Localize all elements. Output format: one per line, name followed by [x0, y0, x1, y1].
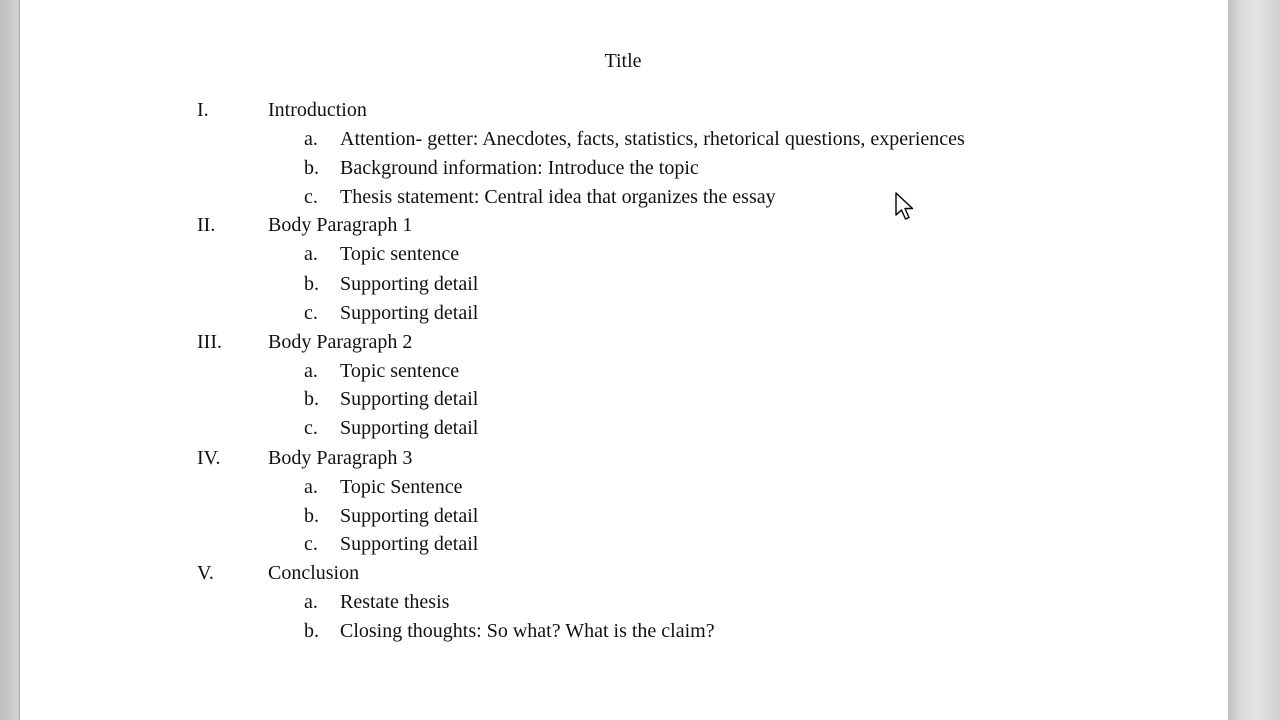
item-marker: a. — [304, 128, 318, 150]
item-text: Supporting detail — [340, 533, 479, 555]
item-text: Thesis statement: Central idea that organizes the essay — [340, 186, 776, 208]
item-text: Background information: Introduce the topic — [340, 157, 699, 179]
item-marker: c. — [304, 417, 318, 439]
item-text: Supporting detail — [340, 302, 479, 324]
section-heading: Introduction — [268, 99, 367, 121]
document-page[interactable] — [20, 0, 1228, 720]
item-text: Restate thesis — [340, 591, 450, 613]
item-marker: a. — [304, 476, 318, 498]
essay-outline — [20, 0, 1228, 720]
item-marker: a. — [304, 360, 318, 382]
item-text: Supporting detail — [340, 505, 479, 527]
section-marker: III. — [197, 331, 222, 353]
item-text: Supporting detail — [340, 273, 479, 295]
item-text: Topic sentence — [340, 360, 460, 382]
section-heading: Body Paragraph 2 — [268, 331, 413, 353]
item-marker: a. — [304, 591, 318, 613]
item-text: Supporting detail — [340, 417, 479, 439]
section-marker: I. — [197, 99, 209, 121]
item-marker: a. — [304, 243, 318, 265]
mouse-pointer-icon — [894, 192, 916, 222]
item-marker: b. — [304, 273, 319, 295]
section-marker: V. — [197, 562, 214, 584]
item-marker: c. — [304, 186, 318, 208]
item-text: Topic Sentence — [340, 476, 463, 498]
section-marker: II. — [197, 214, 216, 236]
item-text: Closing thoughts: So what? What is the claim? — [340, 620, 715, 642]
section-heading: Body Paragraph 1 — [268, 214, 413, 236]
section-heading: Conclusion — [268, 562, 360, 584]
section-marker: IV. — [197, 447, 221, 469]
left-margin-area — [0, 0, 20, 720]
item-marker: b. — [304, 620, 319, 642]
item-text: Supporting detail — [340, 388, 479, 410]
item-marker: b. — [304, 157, 319, 179]
document-title: Title — [604, 50, 642, 72]
item-text: Attention- getter: Anecdotes, facts, statistics, rhetorical questions, experiences — [340, 128, 965, 150]
section-heading: Body Paragraph 3 — [268, 447, 413, 469]
item-marker: c. — [304, 533, 318, 555]
item-marker: b. — [304, 388, 319, 410]
right-scroll-gutter[interactable] — [1228, 0, 1280, 720]
item-text: Topic sentence — [340, 243, 460, 265]
item-marker: c. — [304, 302, 318, 324]
item-marker: b. — [304, 505, 319, 527]
